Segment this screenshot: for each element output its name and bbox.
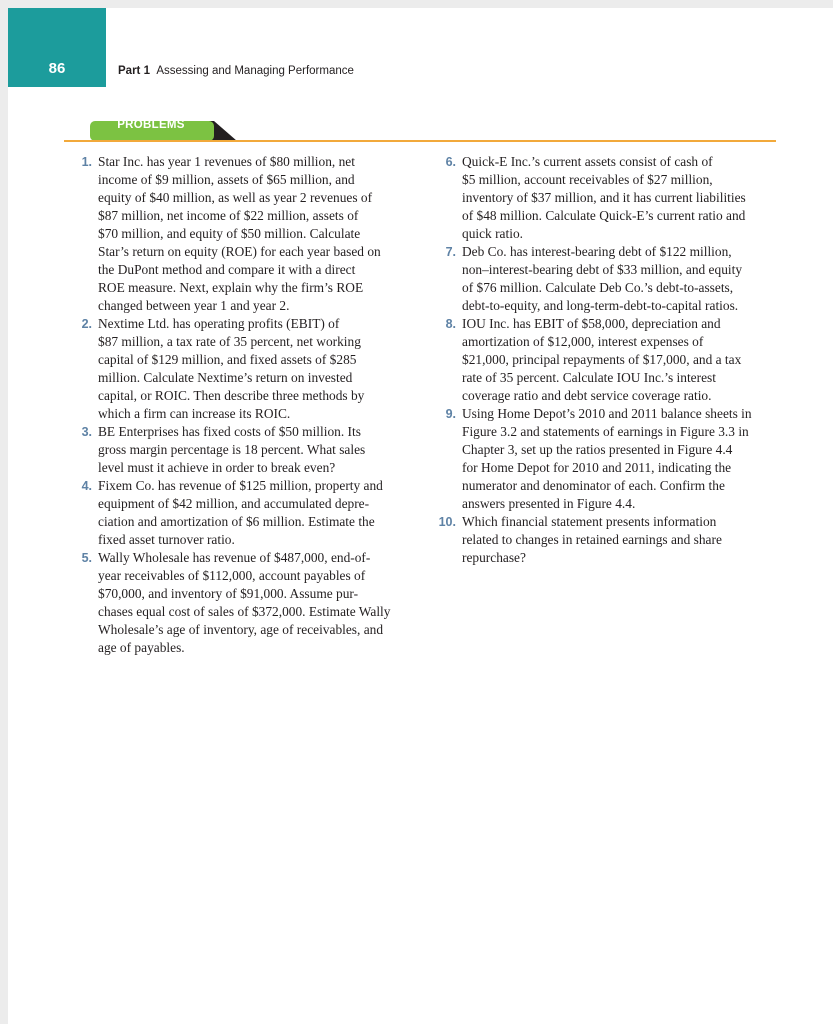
problem-text-line: $70 million, and equity of $50 million. Calculate: [98, 226, 361, 241]
problem-text-line: the DuPont method and compare it with a direct: [98, 262, 356, 277]
problem-text-line: Which financial statement presents information: [462, 514, 717, 529]
problem-text-line: equipment of $42 million, and accumulated depre-: [98, 496, 370, 511]
problem-item: [432, 243, 782, 315]
problem-text-line: Quick-E Inc.’s current assets consist of cash of: [462, 154, 713, 169]
problem-text-line: capital, or ROIC. Then describe three methods by: [98, 388, 365, 403]
problem-text-line: Deb Co. has interest-bearing debt of $122 million,: [462, 244, 732, 259]
problem-text-line: ciation and amortization of $6 million. Estimate the: [98, 514, 375, 529]
problem-item: [68, 549, 418, 657]
problem-text-line: age of payables.: [98, 640, 185, 655]
problem-text-line: IOU Inc. has EBIT of $58,000, depreciation and: [462, 316, 721, 331]
running-head: [118, 65, 354, 77]
problem-number: 2.: [81, 317, 92, 331]
problem-text-line: changed between year 1 and year 2.: [98, 298, 290, 313]
textbook-page: [8, 8, 833, 1024]
problem-text-line: year receivables of $112,000, account payables of: [98, 568, 366, 583]
problem-text-line: Chapter 3, set up the ratios presented in Figure 4.4: [462, 442, 733, 457]
problem-text-line: equity of $40 million, as well as year 2 revenues of: [98, 190, 373, 205]
problem-text-line: $87 million, net income of $22 million, assets of: [98, 208, 359, 223]
problem-text-line: Star Inc. has year 1 revenues of $80 million, net: [98, 154, 355, 169]
problem-text-line: which a firm can increase its ROIC.: [98, 406, 291, 421]
problem-text-line: gross margin percentage is 18 percent. What sales: [98, 442, 366, 457]
problem-number: 8.: [445, 317, 456, 331]
problem-text-line: debt-to-equity, and long-term-debt-to-capital ratios.: [462, 298, 739, 313]
problem-text-line: $70,000, and inventory of $91,000. Assume pur-: [98, 586, 359, 601]
part-label: Part 1: [118, 65, 150, 77]
problem-number: 1.: [81, 155, 92, 169]
problem-text-line: $5 million, account receivables of $27 million,: [462, 172, 713, 187]
problem-item: [68, 477, 418, 549]
problem-text-line: repurchase?: [462, 550, 526, 565]
page-number: 86: [48, 60, 66, 77]
problems-column-right: [432, 153, 782, 567]
problems-column-left: [68, 153, 418, 657]
problem-item: [432, 513, 782, 567]
problem-number: 10.: [438, 515, 456, 529]
problem-text-line: rate of 35 percent. Calculate IOU Inc.’s interest: [462, 370, 716, 385]
problem-text-line: numerator and denominator of each. Confirm the: [462, 478, 725, 493]
problem-text-line: Wholesale’s age of inventory, age of receivables, and: [98, 622, 384, 637]
problem-text-line: non–interest-bearing debt of $33 million, and equity: [462, 262, 743, 277]
problem-text-line: Fixem Co. has revenue of $125 million, property and: [98, 478, 383, 493]
problem-text-line: $87 million, a tax rate of 35 percent, net working: [98, 334, 361, 349]
problem-text-line: level must it achieve in order to break even?: [98, 460, 336, 475]
problem-text-line: of $48 million. Calculate Quick-E’s current ratio and: [462, 208, 746, 223]
problem-item: [68, 153, 418, 315]
problem-text-line: fixed asset turnover ratio.: [98, 532, 235, 547]
problem-text-line: million. Calculate Nextime’s return on invested: [98, 370, 353, 385]
problem-text-line: quick ratio.: [462, 226, 523, 241]
problem-number: 4.: [81, 479, 92, 493]
problem-text-line: $21,000, principal repayments of $17,000, and a tax: [462, 352, 742, 367]
problem-text-line: Using Home Depot’s 2010 and 2011 balance sheets in: [462, 406, 752, 421]
problem-text-line: Wally Wholesale has revenue of $487,000, end-of-: [98, 550, 371, 565]
problem-number: 5.: [81, 551, 92, 565]
problem-text-line: for Home Depot for 2010 and 2011, indicating the: [462, 460, 732, 475]
problem-text-line: income of $9 million, assets of $65 million, and: [98, 172, 355, 187]
problem-item: [68, 423, 418, 477]
part-title: Assessing and Managing Performance: [156, 65, 354, 77]
problem-text-line: answers presented in Figure 4.4.: [462, 496, 636, 511]
problem-text-line: capital of $129 million, and fixed assets of $285: [98, 352, 357, 367]
section-rule: [64, 140, 776, 142]
section-title: PROBLEMS: [117, 119, 185, 131]
problem-item: [432, 153, 782, 243]
problem-text-line: related to changes in retained earnings and share: [462, 532, 722, 547]
problem-item: [68, 315, 418, 423]
problem-item: [432, 315, 782, 405]
problem-number: 6.: [445, 155, 456, 169]
problem-text-line: BE Enterprises has fixed costs of $50 million. Its: [98, 424, 361, 439]
problem-text-line: coverage ratio and debt service coverage ratio.: [462, 388, 712, 403]
problem-number: 9.: [445, 407, 456, 421]
problem-item: [432, 405, 782, 513]
problem-text-line: Star’s return on equity (ROE) for each year based on: [98, 244, 381, 259]
problem-text-line: amortization of $12,000, interest expenses of: [462, 334, 704, 349]
problem-text-line: Figure 3.2 and statements of earnings in Figure 3.3 in: [462, 424, 749, 439]
problem-text-line: chases equal cost of sales of $372,000. Estimate Wally: [98, 604, 391, 619]
problem-text-line: inventory of $37 million, and it has current liabilities: [462, 190, 746, 205]
problem-text-line: of $76 million. Calculate Deb Co.’s debt-to-assets,: [462, 280, 734, 295]
problem-text-line: ROE measure. Next, explain why the firm’s ROE: [98, 280, 364, 295]
problem-number: 3.: [81, 425, 92, 439]
problem-text-line: Nextime Ltd. has operating profits (EBIT) of: [98, 316, 340, 331]
problem-number: 7.: [445, 245, 456, 259]
